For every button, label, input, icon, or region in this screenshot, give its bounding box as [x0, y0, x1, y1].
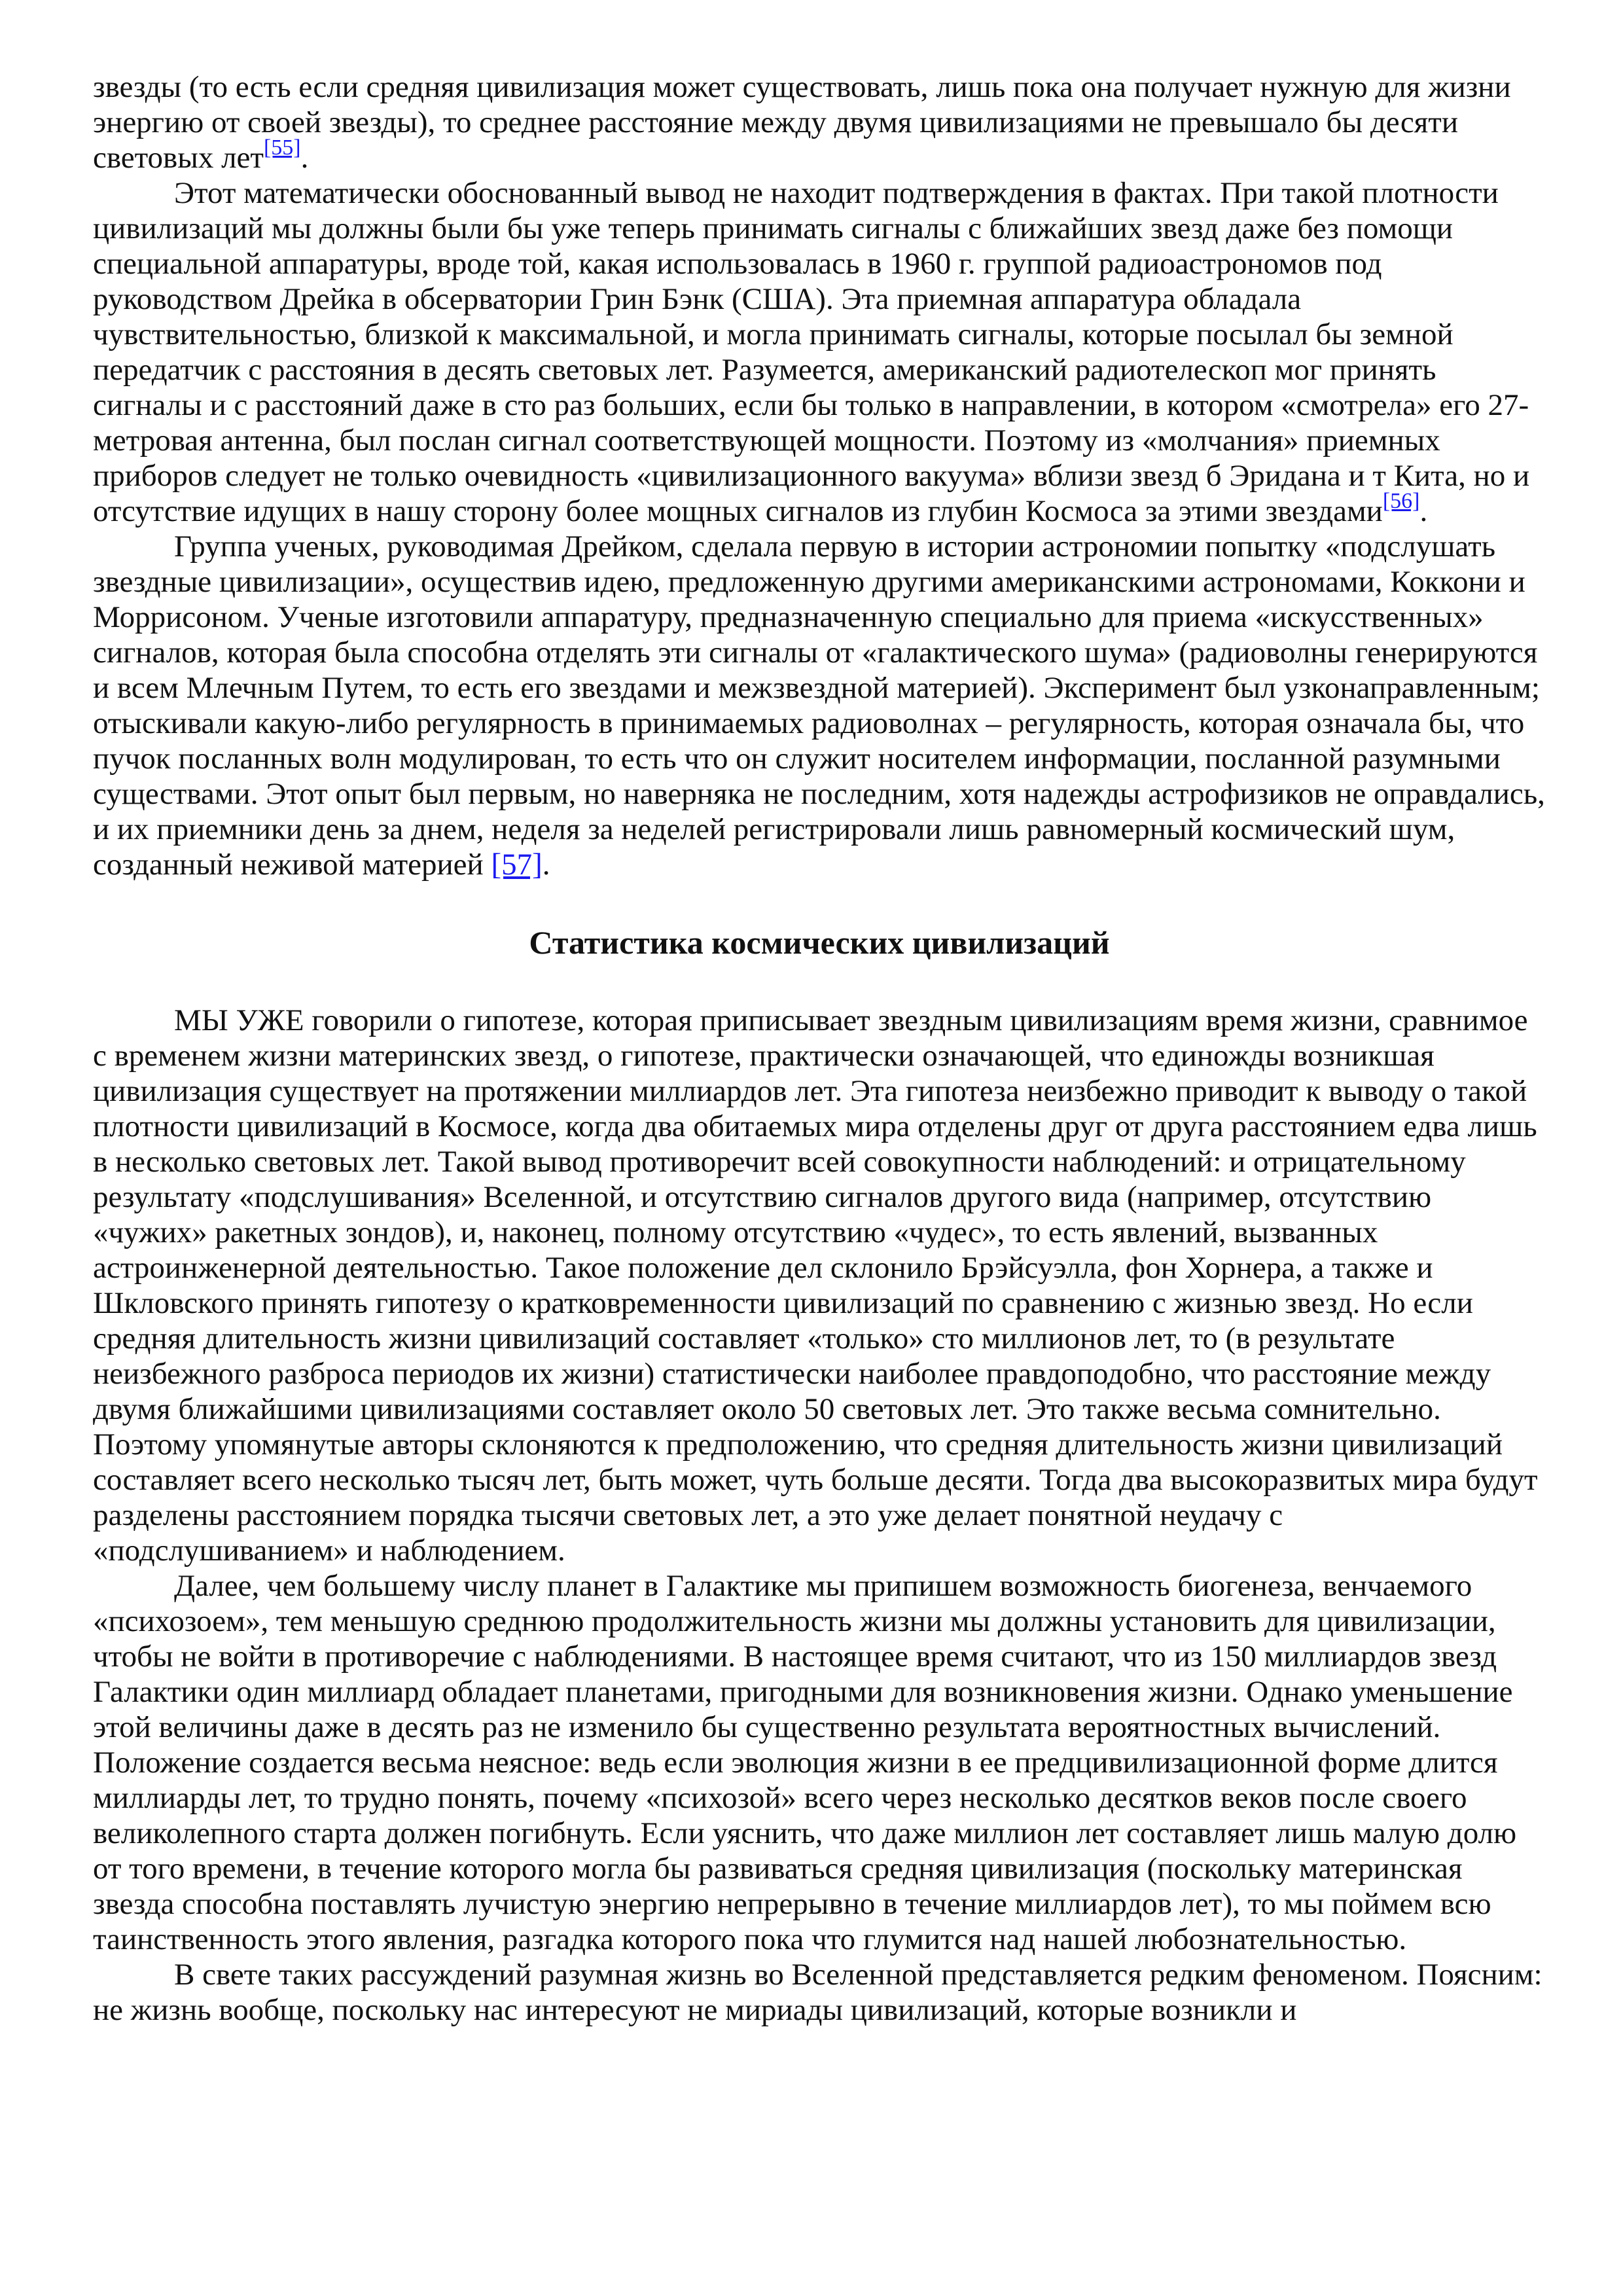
paragraph-1-tail: .: [300, 141, 309, 175]
footnote-55-link[interactable]: [55]: [263, 135, 301, 160]
paragraph-4: МЫ УЖЕ говорили о гипотезе, которая приписывает звездным цивилизациям время жизни, сравнимое с временем жизни материнских звезд, о гипотезе, практически означающей, что единожды возникшая цивилизация существует на протяжении миллиардов лет. Эта гипотеза неизбежно приводит к выводу о такой плотности цивилизаций в Космосе, когда два обитаемых мира отделены друг от друга расстоянием едва лишь в несколько световых лет. Такой вывод противоречит всей совокупности наблюдений: и отрицательному результату «подслушивания» Вселенной, и отсутствию сигналов другого вида (например, отсутствию «чужих» ракетных зондов), и, наконец, полному отсутствию «чудес», то есть явлений, вызванных астроинженерной деятельностью. Такое положение дел склонило Брэйсуэлла, фон Хорнера, а также и Шкловского принять гипотезу о кратковременности цивилизаций по сравнению с жизнью звезд. Но если средняя длительность жизни цивилизаций составляет «только» сто миллионов лет, то (в результате неизбежного разброса периодов их жизни) статистически наиболее правдоподобно, что расстояние между двумя ближайшими цивилизациями составляет около 50 световых лет. Это также весьма сомнительно. Поэтому упомянутые авторы склоняются к предположению, что средняя длительность жизни цивилизаций составляет всего несколько тысяч лет, быть может, чуть больше десяти. Тогда два высокоразвитых мира будут разделены расстоянием порядка тысячи световых лет, а это уже делает понятной неудачу с «подслушиванием» и наблюдением.: [93, 1003, 1538, 1568]
paragraph-2: [93, 175, 1546, 529]
footnote-55[interactable]: [264, 135, 301, 160]
footnote-56[interactable]: [1383, 489, 1420, 513]
paragraph-3: [93, 529, 1546, 882]
paragraph-2-tail: .: [1419, 494, 1428, 528]
paragraph-3-tail: .: [542, 848, 550, 882]
paragraph-2-text: Этот математически обоснованный вывод не находит подтверждения в фактах. При такой плотности цивилизаций мы должны были бы уже теперь принимать сигналы с ближайших звезд даже без помощи специальной аппаратуры, вроде той, какая использовалась в 1960 г. группой радиоастрономов под руководством Дрейка в обсерватории Грин Бэнк (США). Эта приемная аппаратура обладала чувствительностью, близкой к максимальной, и могла принимать сигналы, которые посылал бы земной передатчик с расстояния в десять световых лет. Разумеется, американский радиотелескоп мог принять сигналы и с расстояний даже в сто раз больших, если бы только в направлении, в котором «смотрела» его 27-метровая антенна, был послан сигнал соответствующей мощности. Поэтому из «молчания» приемных приборов следует не только очевидность «цивилизационного вакуума» вблизи звезд б Эридана и т Кита, но и отсутствие идущих в нашу сторону более мощных сигналов из глубин Космоса за этими звездами: [93, 176, 1530, 528]
footnote-56-link[interactable]: [56]: [1382, 489, 1420, 513]
paragraph-6: В свете таких рассуждений разумная жизнь во Вселенной представляется редким феноменом. Поясним: не жизнь вообще, поскольку нас интересуют не мириады цивилизаций, которые возникли и: [93, 1958, 1543, 2027]
paragraph-1: [93, 69, 1546, 175]
section-heading: Статистика космических цивилизаций: [529, 924, 1110, 961]
paragraph-3-text: Группа ученых, руководимая Дрейком, сделала первую в истории астрономии попытку «подслушать звездные цивилизации», осуществив идею, предложенную другими американскими астрономами, Коккони и Моррисоном. Ученые изготовили аппаратуру, предназначенную специально для приема «искусственных» сигналов, которая была способна отделять эти сигналы от «галактического шума» (радиоволны генерируются и всем Млечным Путем, то есть его звездами и межзвездной материей). Эксперимент был узконаправленным; отыскивали какую-либо регулярность в принимаемых радиоволнах – регулярность, которая означала бы, что пучок посланных волн модулирован, то есть что он служит носителем информации, посланной разумными существами. Этот опыт был первым, но наверняка не последним, хотя надежды астрофизиков не оправдались, и их приемники день за днем, неделя за неделей регистрировали лишь равномерный космический шум, созданный неживой материей: [93, 529, 1545, 882]
paragraph-5: Далее, чем большему числу планет в Галактике мы припишем возможность биогенеза, венчаемого «психозоем», тем меньшую среднюю продолжительность жизни мы должны установить для цивилизации, чтобы не войти в противоречие с наблюдениями. В настоящее время считают, что из 150 миллиардов звезд Галактики один миллиард обладает планетами, пригодными для возникновения жизни. Однако уменьшение этой величины даже в десять раз не изменило бы существенно результата вероятностных вычислений. Положение создается весьма неясное: ведь если эволюция жизни в ее предцивилизационной форме длится миллиарды лет, то трудно понять, почему «психозой» всего через несколько десятков веков после своего великолепного старта должен погибнуть. Если уяснить, что даже миллион лет составляет лишь малую долю от того времени, в течение которого могла бы развиваться средняя цивилизация (поскольку материнская звезда способна поставлять лучистую энергию непрерывно в течение миллиардов лет), то мы поймем всю таинственность этого явления, разгадка которого пока что глумится над нашей любознательностью.: [93, 1569, 1517, 1956]
document-page: [93, 69, 1546, 2028]
footnote-57-link[interactable]: [57]: [491, 848, 543, 882]
paragraph-1-text: звезды (то есть если средняя цивилизация может существовать, лишь пока она получает нужную для жизни энергию от своей звезды), то среднее расстояние между двумя цивилизациями не превышало бы десяти световых лет: [93, 70, 1511, 175]
